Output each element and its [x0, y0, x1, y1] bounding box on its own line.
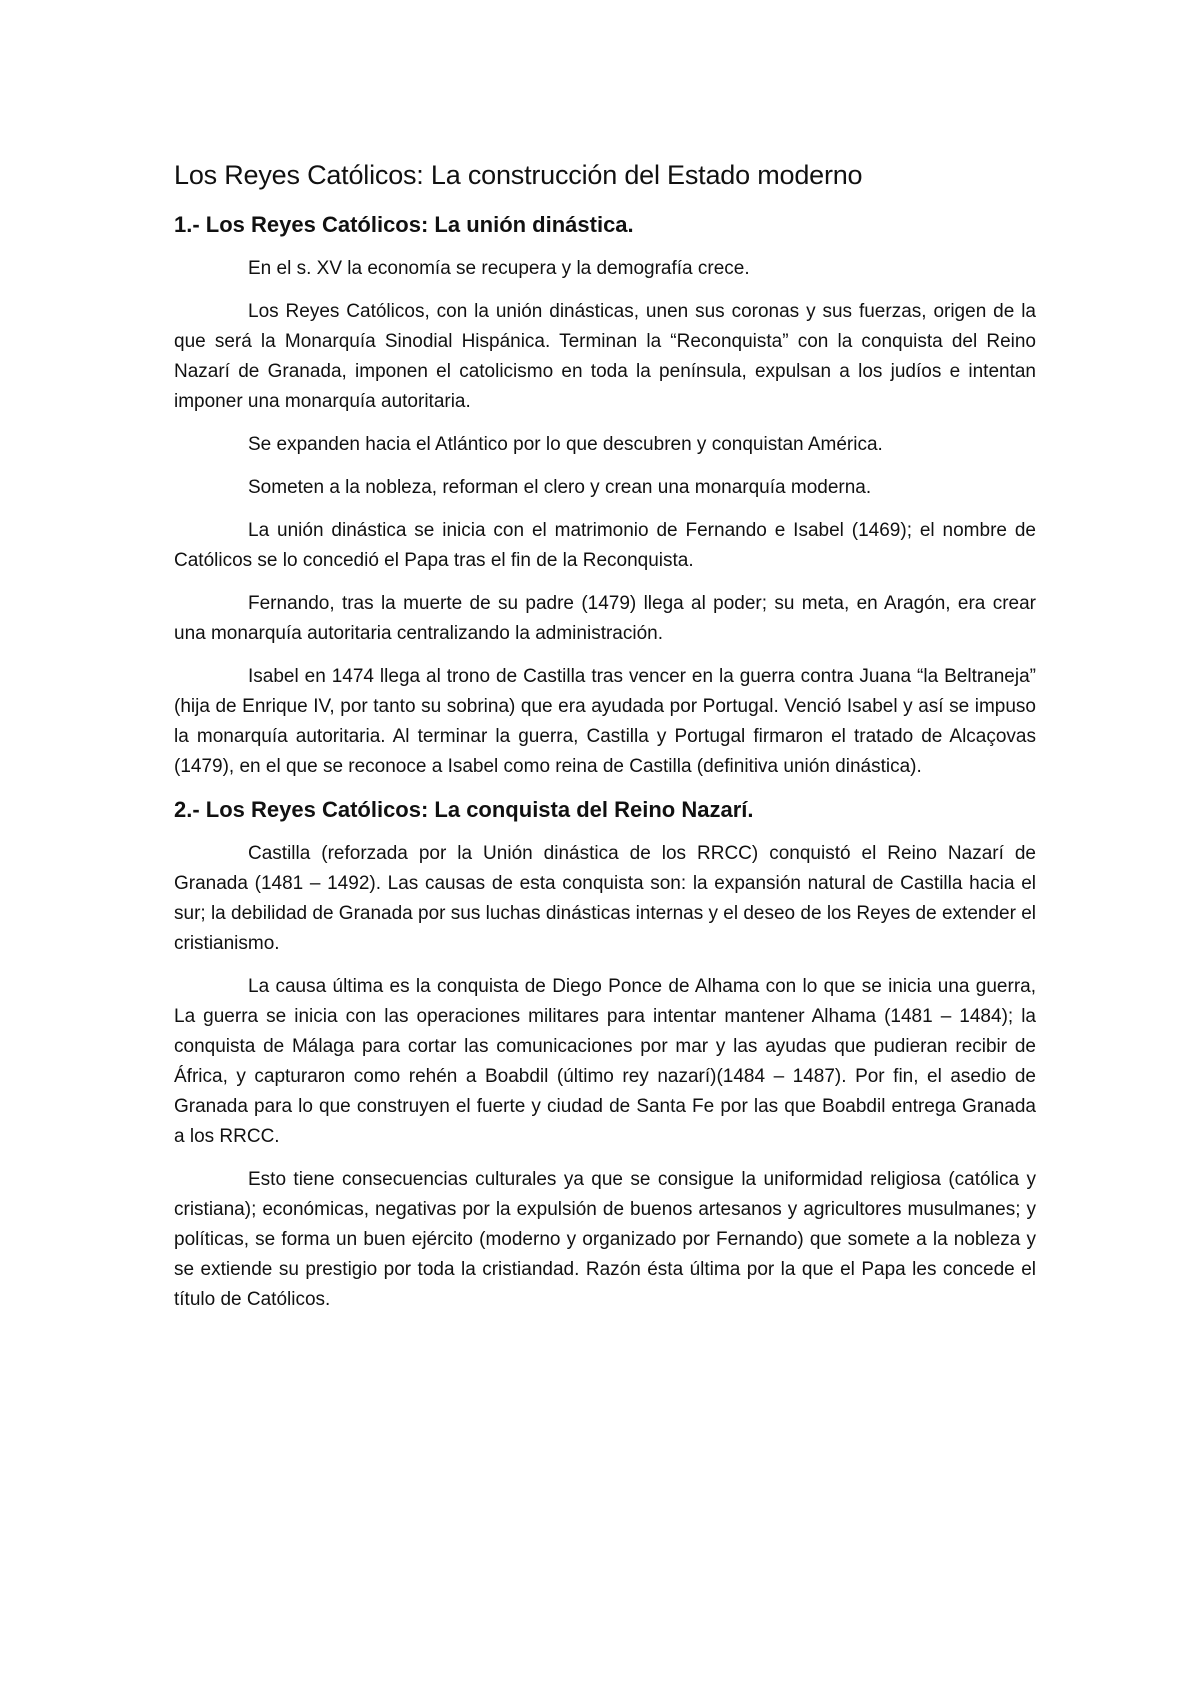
paragraph: La causa última es la conquista de Diego Ponce de Alhama con lo que se inicia una guerra, La guerra se inicia con las operaciones militares para intentar mantener Alhama (1481 – 1484); la conquista de Málaga para cortar las comunicaciones por mar y las ayudas que pudieran recibir de África, y capturaron como rehén a Boabdil (último rey nazarí)(1484 – 1487). Por fin, el asedio de Granada para lo que construyen el fuerte y ciudad de Santa Fe por las que Boabdil entrega Granada a los RRCC. — [174, 976, 1036, 1147]
paragraph: Esto tiene consecuencias culturales ya que se consigue la uniformidad religiosa (católica y cristiana); económicas, negativas por la expulsión de buenos artesanos y agricultores musulmanes; y políticas, se forma un buen ejército (moderno y organizado por Fernando) que somete a la nobleza y se extiende su prestigio por toda la cristiandad. Razón ésta última por la que el Papa les concede el título de Católicos. — [174, 1169, 1036, 1310]
section-heading: 1.- Los Reyes Católicos: La unión dinástica. — [174, 212, 634, 237]
paragraph: Castilla (reforzada por la Unión dinástica de los RRCC) conquistó el Reino Nazarí de Granada (1481 – 1492). Las causas de esta conquista son: la expansión natural de Castilla hacia el sur; la debilidad de Granada por sus luchas dinásticas internas y el deseo de los Reyes de extender el cristianismo. — [174, 843, 1036, 954]
paragraph: La unión dinástica se inicia con el matrimonio de Fernando e Isabel (1469); el nombre de Católicos se lo concedió el Papa tras el fin de la Reconquista. — [174, 520, 1036, 571]
paragraph: Se expanden hacia el Atlántico por lo que descubren y conquistan América. — [248, 434, 883, 455]
section-heading: 2.- Los Reyes Católicos: La conquista del Reino Nazarí. — [174, 797, 754, 822]
paragraph: Someten a la nobleza, reforman el clero y crean una monarquía moderna. — [248, 477, 872, 498]
paragraph: Isabel en 1474 llega al trono de Castilla tras vencer en la guerra contra Juana “la Beltraneja” (hija de Enrique IV, por tanto su sobrina) que era ayudada por Portugal. Venció Isabel y así se impuso la monarquía autoritaria. Al terminar la guerra, Castilla y Portugal firmaron el tratado de Alcaçovas (1479), en el que se reconoce a Isabel como reina de Castilla (definitiva unión dinástica). — [174, 666, 1036, 777]
document-title: Los Reyes Católicos: La construcción del Estado moderno — [174, 160, 863, 190]
section-conquista-nazari — [174, 795, 1036, 1315]
paragraph: Los Reyes Católicos, con la unión dinásticas, unen sus coronas y sus fuerzas, origen de la que será la Monarquía Sinodial Hispánica. Terminan la “Reconquista” con la conquista del Reino Nazarí de Granada, imponen el catolicismo en toda la península, expulsan a los judíos e intentan imponer una monarquía autoritaria. — [174, 301, 1036, 412]
paragraph: En el s. XV la economía se recupera y la demografía crece. — [248, 258, 750, 279]
paragraph: Fernando, tras la muerte de su padre (1479) llega al poder; su meta, en Aragón, era crear una monarquía autoritaria centralizando la administración. — [174, 593, 1036, 644]
section-union-dinastica — [174, 210, 1036, 782]
document-page — [174, 158, 1036, 1328]
